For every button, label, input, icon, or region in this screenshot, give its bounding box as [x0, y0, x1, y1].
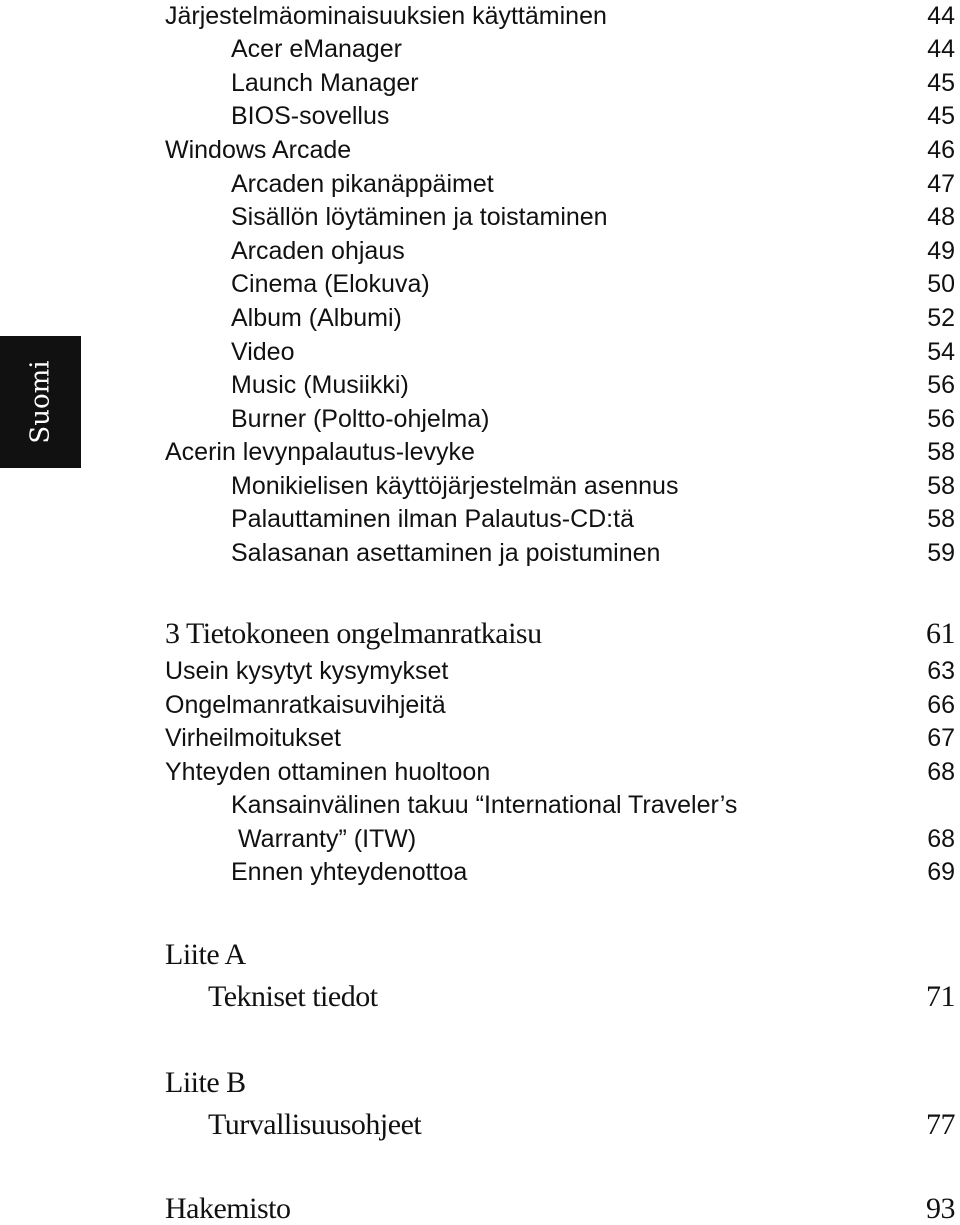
index-heading-title: Hakemisto [165, 1192, 291, 1225]
toc-entry-page: 58 [927, 472, 955, 500]
toc-entry [0, 407, 955, 432]
toc-entry [0, 507, 955, 532]
toc-entry [0, 760, 955, 785]
toc-entry-page: 44 [927, 35, 955, 63]
toc-entry-page: 48 [927, 203, 955, 231]
toc-entry-title: Usein kysytyt kysymykset [165, 657, 449, 685]
appendix-heading [0, 940, 955, 970]
appendix-heading [0, 1068, 955, 1098]
toc-entry-page: 47 [927, 170, 955, 198]
toc-entry-title: Burner (Poltto-ohjelma) [231, 405, 490, 433]
toc-entry-page: 44 [927, 2, 955, 30]
toc-entry-title: Sisällön löytäminen ja toistaminen [231, 203, 608, 231]
toc-entry-title: Palauttaminen ilman Palautus-CD:tä [231, 505, 634, 533]
language-tab-label: Suomi [25, 360, 56, 444]
toc-entry-title: Album (Albumi) [231, 304, 402, 332]
toc-entry [0, 340, 955, 365]
index-heading-page: 93 [926, 1192, 955, 1225]
appendix-heading-title: Liite B [165, 1066, 246, 1099]
toc-entry-title: Virheilmoitukset [165, 724, 342, 752]
toc-entry [0, 541, 955, 566]
toc-entry [0, 138, 955, 163]
toc-entry-page: 58 [927, 505, 955, 533]
toc-entry-page: 50 [927, 270, 955, 298]
toc-entry-title: Arcaden pikanäppäimet [231, 170, 494, 198]
toc-entry-title: Launch Manager [231, 69, 419, 97]
toc-entry-title: Salasanan asettaminen ja poistuminen [231, 539, 661, 567]
toc-entry-title: Monikielisen käyttöjärjestelmän asennus [231, 472, 679, 500]
toc-entry-page: 56 [927, 405, 955, 433]
toc-entry-page: 49 [927, 237, 955, 265]
toc-entry-page: 69 [927, 858, 955, 886]
toc-entry-title: Music (Musiikki) [231, 371, 409, 399]
toc-entry-page: 68 [927, 825, 955, 853]
toc-entry [0, 793, 955, 818]
toc-entry [0, 827, 955, 852]
toc-entry [0, 205, 955, 230]
toc-entry-title: Ongelmanratkaisuvihjeitä [165, 691, 446, 719]
toc-entry-title: Järjestelmäominaisuuksien käyttäminen [165, 2, 607, 30]
toc-entry-page: 63 [927, 657, 955, 685]
toc-entry-page: 66 [927, 691, 955, 719]
appendix-entry [0, 1110, 955, 1140]
toc-entry-page: 59 [927, 539, 955, 567]
toc-entry-title: Acer eManager [231, 35, 402, 63]
toc-entry-title: Warranty” (ITW) [238, 825, 417, 853]
toc-entry [0, 37, 955, 62]
toc-entry-page: 56 [927, 371, 955, 399]
toc-entry [0, 373, 955, 398]
toc-entry [0, 104, 955, 129]
toc-entry-title: Video [231, 338, 295, 366]
toc-entry [0, 306, 955, 331]
toc-entry-page: 67 [927, 724, 955, 752]
toc-entry [0, 659, 955, 684]
toc-entry [0, 172, 955, 197]
appendix-entry-page: 77 [926, 1108, 955, 1141]
toc-entry [0, 474, 955, 499]
toc-entry-title: Arcaden ohjaus [231, 237, 405, 265]
toc-entry-title: Acerin levynpalautus-levyke [165, 438, 475, 466]
toc-entry [0, 239, 955, 264]
index-heading [0, 1194, 955, 1224]
appendix-entry [0, 982, 955, 1012]
appendix-entry-title: Tekniset tiedot [208, 980, 378, 1013]
appendix-heading-title: Liite A [165, 938, 246, 971]
toc-entry-page: 54 [927, 338, 955, 366]
toc-entry [0, 440, 955, 465]
chapter-heading-title: 3 Tietokoneen ongelmanratkaisu [165, 617, 542, 650]
toc-entry-page: 68 [927, 758, 955, 786]
appendix-entry-title: Turvallisuusohjeet [208, 1108, 422, 1141]
appendix-entry-page: 71 [926, 980, 955, 1013]
toc-entry-title: Ennen yhteydenottoa [231, 858, 468, 886]
toc-entry [0, 693, 955, 718]
toc-entry [0, 726, 955, 751]
toc-entry-title: Cinema (Elokuva) [231, 270, 430, 298]
toc-entry-page: 45 [927, 102, 955, 130]
toc-entry-title: Windows Arcade [165, 136, 352, 164]
toc-entry [0, 860, 955, 885]
toc-entry-title: BIOS-sovellus [231, 102, 390, 130]
chapter-heading-page: 61 [926, 617, 955, 650]
toc-entry-page: 52 [927, 304, 955, 332]
toc-entry [0, 4, 955, 29]
toc-entry-page: 45 [927, 69, 955, 97]
toc-entry-page: 46 [927, 136, 955, 164]
chapter-heading [0, 619, 955, 649]
toc-entry [0, 71, 955, 96]
toc-entry-title: Yhteyden ottaminen huoltoon [165, 758, 491, 786]
toc-entry [0, 272, 955, 297]
toc-entry-title: Kansainvälinen takuu “International Traveler’s [231, 791, 738, 819]
toc-entry-page: 58 [927, 438, 955, 466]
